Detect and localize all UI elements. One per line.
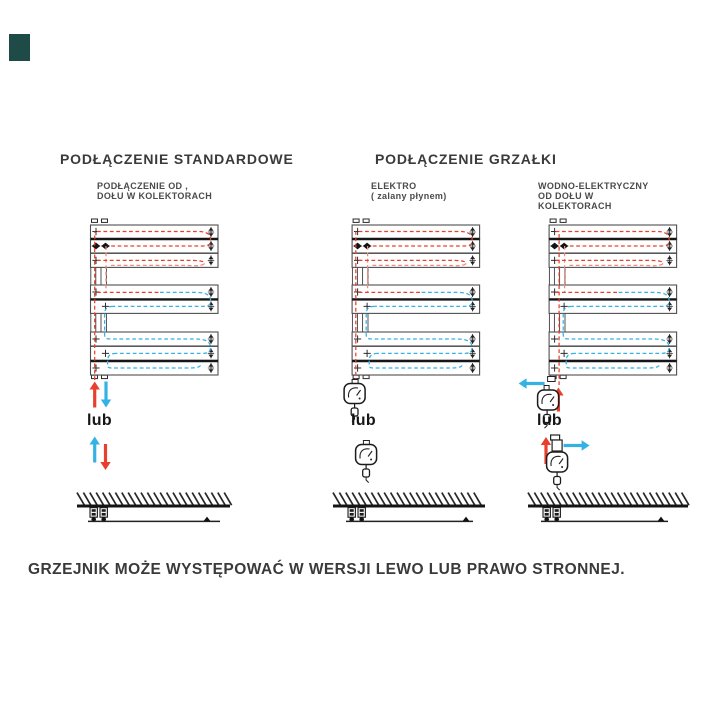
radiator-body [91, 219, 219, 380]
heater-standalone [356, 441, 377, 483]
sublabel-line: ( zalany płynem) [371, 191, 447, 201]
radiator-body [352, 219, 480, 382]
radiator-body [549, 219, 677, 385]
sublabel-line: DOŁU W KOLEKTORACH [97, 191, 213, 201]
section-title-standard: PODŁĄCZENIE STANDARDOWE [60, 151, 294, 167]
diagram-standard-connection [64, 216, 264, 532]
sublabel-line: PODŁĄCZENIE OD , [97, 181, 189, 191]
sublabel-line: OD DOŁU W [538, 191, 594, 201]
sublabel-standard [97, 181, 212, 201]
logo-mark [9, 34, 30, 61]
or-label-elektro: lub [351, 412, 376, 429]
sublabel-line: WODNO-ELEKTRYCZNY [538, 181, 649, 191]
sublabel-line: ELEKTRO [371, 181, 417, 191]
sublabel-line: KOLEKTORACH [538, 201, 612, 211]
sublabel-wodno-elektryczny [538, 181, 649, 211]
wall-mount-section [333, 493, 485, 522]
diagram-water-electric-connection [512, 216, 712, 532]
wall-mount-section [528, 493, 689, 522]
or-label-standard: lub [87, 412, 112, 429]
bottom-note: GRZEJNIK MOŻE WYSTĘPOWAĆ W WERSJI LEWO LUB PRAWO STRONNEJ. [28, 561, 626, 578]
diagram-electric-connection [326, 216, 526, 532]
water-electric-alternative [541, 435, 590, 490]
sublabel-elektro [371, 181, 447, 201]
wall-mount-section [77, 493, 232, 522]
or-label-wodno: lub [537, 412, 562, 429]
section-title-heater: PODŁĄCZENIE GRZAŁKI [375, 151, 557, 167]
